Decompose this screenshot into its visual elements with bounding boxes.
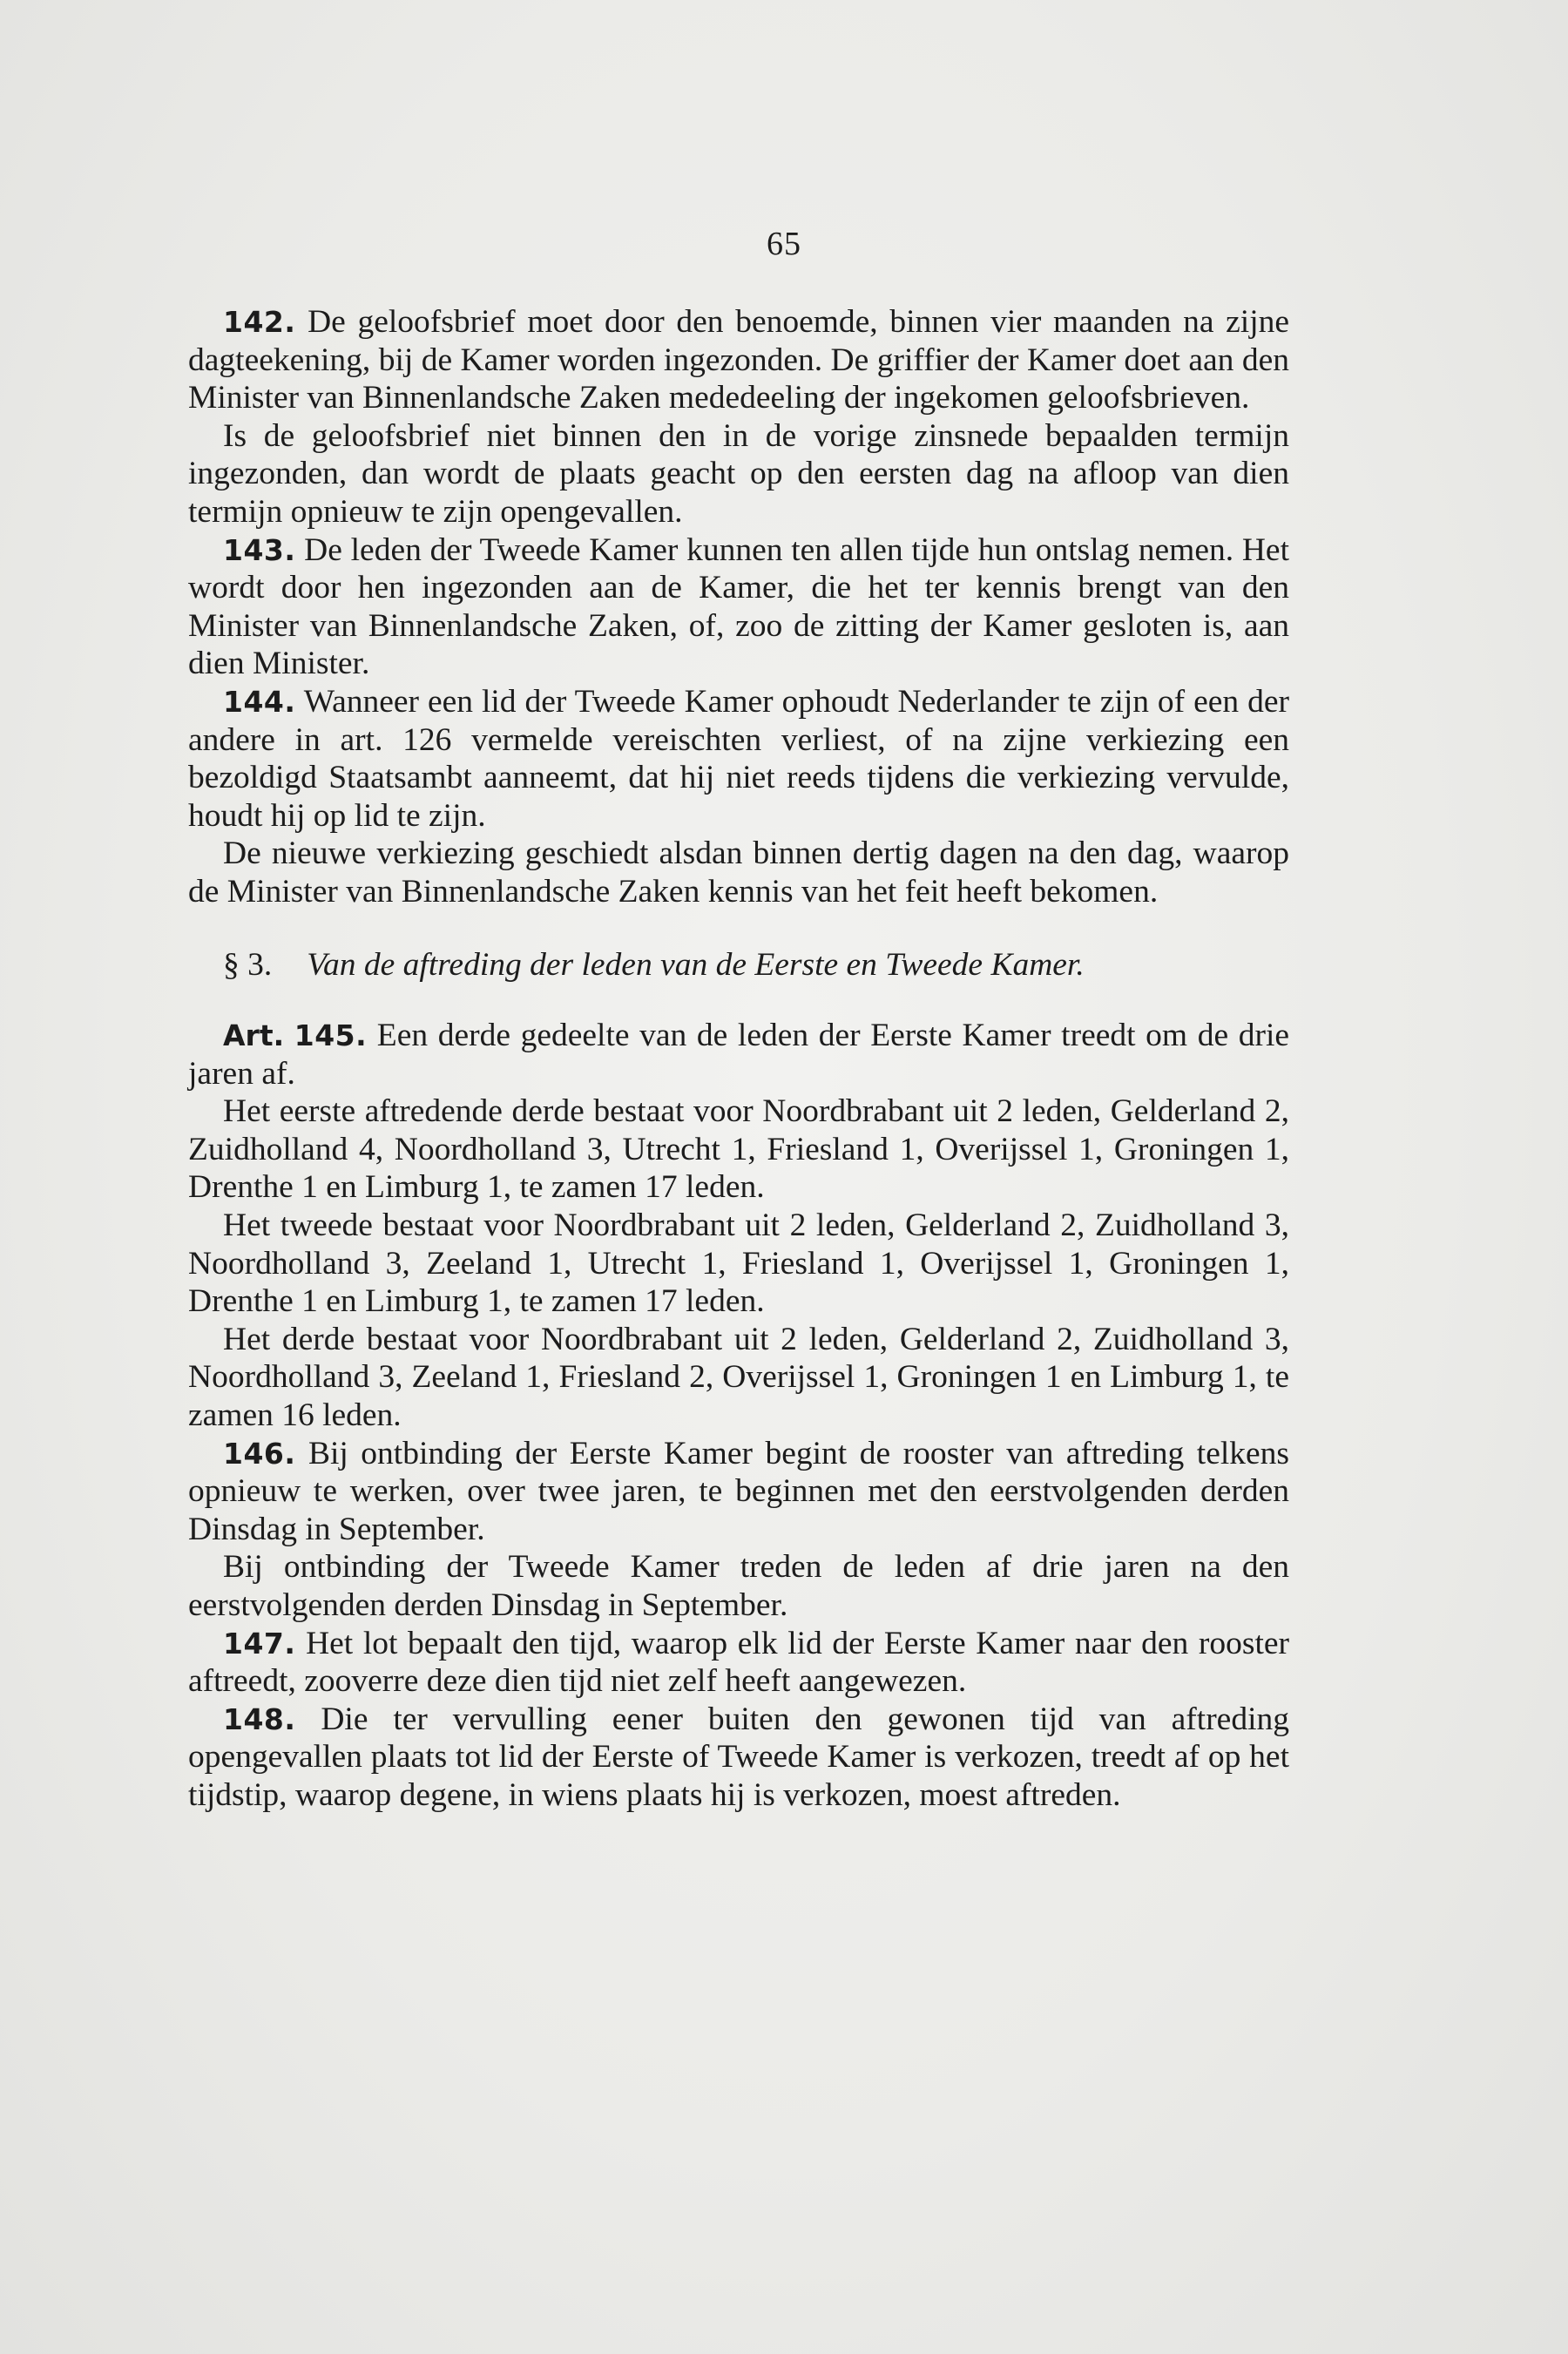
article-147-paragraph-1	[188, 1625, 1289, 1701]
article-145-paragraph-1	[188, 1017, 1289, 1092]
article-143-paragraph-1	[188, 531, 1289, 683]
article-number: 147.	[223, 1626, 296, 1661]
article-text: Het tweede bestaat voor Noordbrabant uit 2 leden, Gelderland 2, Zuidholland 3, Noordholland 3, Zeeland 1, Utrecht 1, Friesland 1, Overijssel 1, Groningen 1, Drenthe 1 en Limburg 1, te zamen 17 leden.	[188, 1207, 1289, 1320]
article-number: 143.	[223, 532, 296, 567]
article-text: Het derde bestaat voor Noordbrabant uit 2 leden, Gelderland 2, Zuidholland 3, Noordholland 3, Zeeland 1, Friesland 2, Overijssel 1, Groningen 1 en Limburg 1, te zamen 16 leden.	[188, 1321, 1289, 1434]
article-text: Bij ontbinding der Eerste Kamer begint de rooster van aftreding telkens opnieuw te werken, over twee jaren, te beginnen met den eerstvolgenden derden Dinsdag in September.	[188, 1435, 1289, 1547]
article-number: 146.	[223, 1436, 296, 1471]
article-label: Art.	[223, 1018, 285, 1053]
article-text: Een derde gedeelte van de leden der Eerste Kamer treedt om de drie jaren af.	[188, 1018, 1290, 1092]
article-144-paragraph-1	[188, 683, 1289, 835]
page-number: 65	[767, 226, 801, 262]
article-145-paragraph-4	[188, 1321, 1289, 1435]
article-text: Wanneer een lid der Tweede Kamer ophoudt Nederlander te zijn of een der andere in art. 126 vermelde vereischten verliest, of na zijne verkiezing een bezoldigd Staatsambt aanneemt, dat hij niet reeds tijdens die verkiezing vervulde, houdt hij op lid te zijn.	[188, 683, 1289, 834]
article-148-paragraph-1	[188, 1701, 1289, 1815]
article-146-paragraph-2	[188, 1548, 1289, 1624]
article-text: Die ter vervulling eener buiten den gewonen tijd van aftreding opengevallen plaats tot lid der Eerste of Tweede Kamer is verkozen, treedt af op het tijdstip, waarop degene, in wiens plaats hij is verkozen, moest aftreden.	[188, 1701, 1289, 1813]
article-142-paragraph-2	[188, 417, 1289, 531]
page-body	[188, 303, 1289, 1815]
article-number: 142.	[223, 305, 296, 339]
article-number: 144.	[223, 684, 296, 719]
article-145-paragraph-3	[188, 1207, 1289, 1321]
article-145-paragraph-2	[188, 1092, 1289, 1207]
article-text: Is de geloofsbrief niet binnen den in de vorige zinsnede bepaalden termijn ingezonden, dan wordt de plaats geacht op den eersten dag na afloop van dien termijn opnieuw te zijn opengevallen.	[188, 417, 1289, 530]
article-number: 145.	[294, 1018, 368, 1053]
article-text: De nieuwe verkiezing geschiedt alsdan binnen dertig dagen na den dag, waarop de Minister van Binnenlandsche Zaken kennis van het feit heeft bekomen.	[188, 835, 1289, 910]
article-text: Het eerste aftredende derde bestaat voor Noordbrabant uit 2 leden, Gelderland 2, Zuidholland 4, Noordholland 3, Utrecht 1, Friesland 1, Overijssel 1, Groningen 1, Drenthe 1 en Limburg 1, te zamen 17 leden.	[188, 1093, 1289, 1206]
article-text: Het lot bepaalt den tijd, waarop elk lid der Eerste Kamer naar den rooster aftreedt, zooverre deze dien tijd niet zelf heeft aangewezen.	[188, 1625, 1289, 1700]
article-number: 148.	[223, 1701, 296, 1736]
article-text: De leden der Tweede Kamer kunnen ten allen tijde hun ontslag nemen. Het wordt door hen ingezonden aan de Kamer, die het ter kennis brengt van den Minister van Binnenlandsche Zaken, of, zoo de zitting der Kamer gesloten is, aan dien Minister.	[188, 531, 1290, 682]
article-142-paragraph-1	[188, 303, 1289, 417]
article-text: De geloofsbrief moet door den benoemde, binnen vier maanden na zijne dagteekening, bij de Kamer worden ingezonden. De griffier der Kamer doet aan den Minister van Binnenlandsche Zaken mededeeling der ingekomen geloofsbrieven.	[188, 304, 1290, 416]
article-text: Bij ontbinding der Tweede Kamer treden de leden af drie jaren na den eerstvolgenden derden Dinsdag in September.	[188, 1549, 1289, 1623]
article-144-paragraph-2	[188, 835, 1289, 910]
section-heading	[188, 946, 1289, 984]
article-146-paragraph-1	[188, 1435, 1289, 1549]
section-title: Van de aftreding der leden van de Eerste en Tweede Kamer.	[307, 946, 1085, 983]
section-mark: § 3.	[223, 946, 273, 983]
